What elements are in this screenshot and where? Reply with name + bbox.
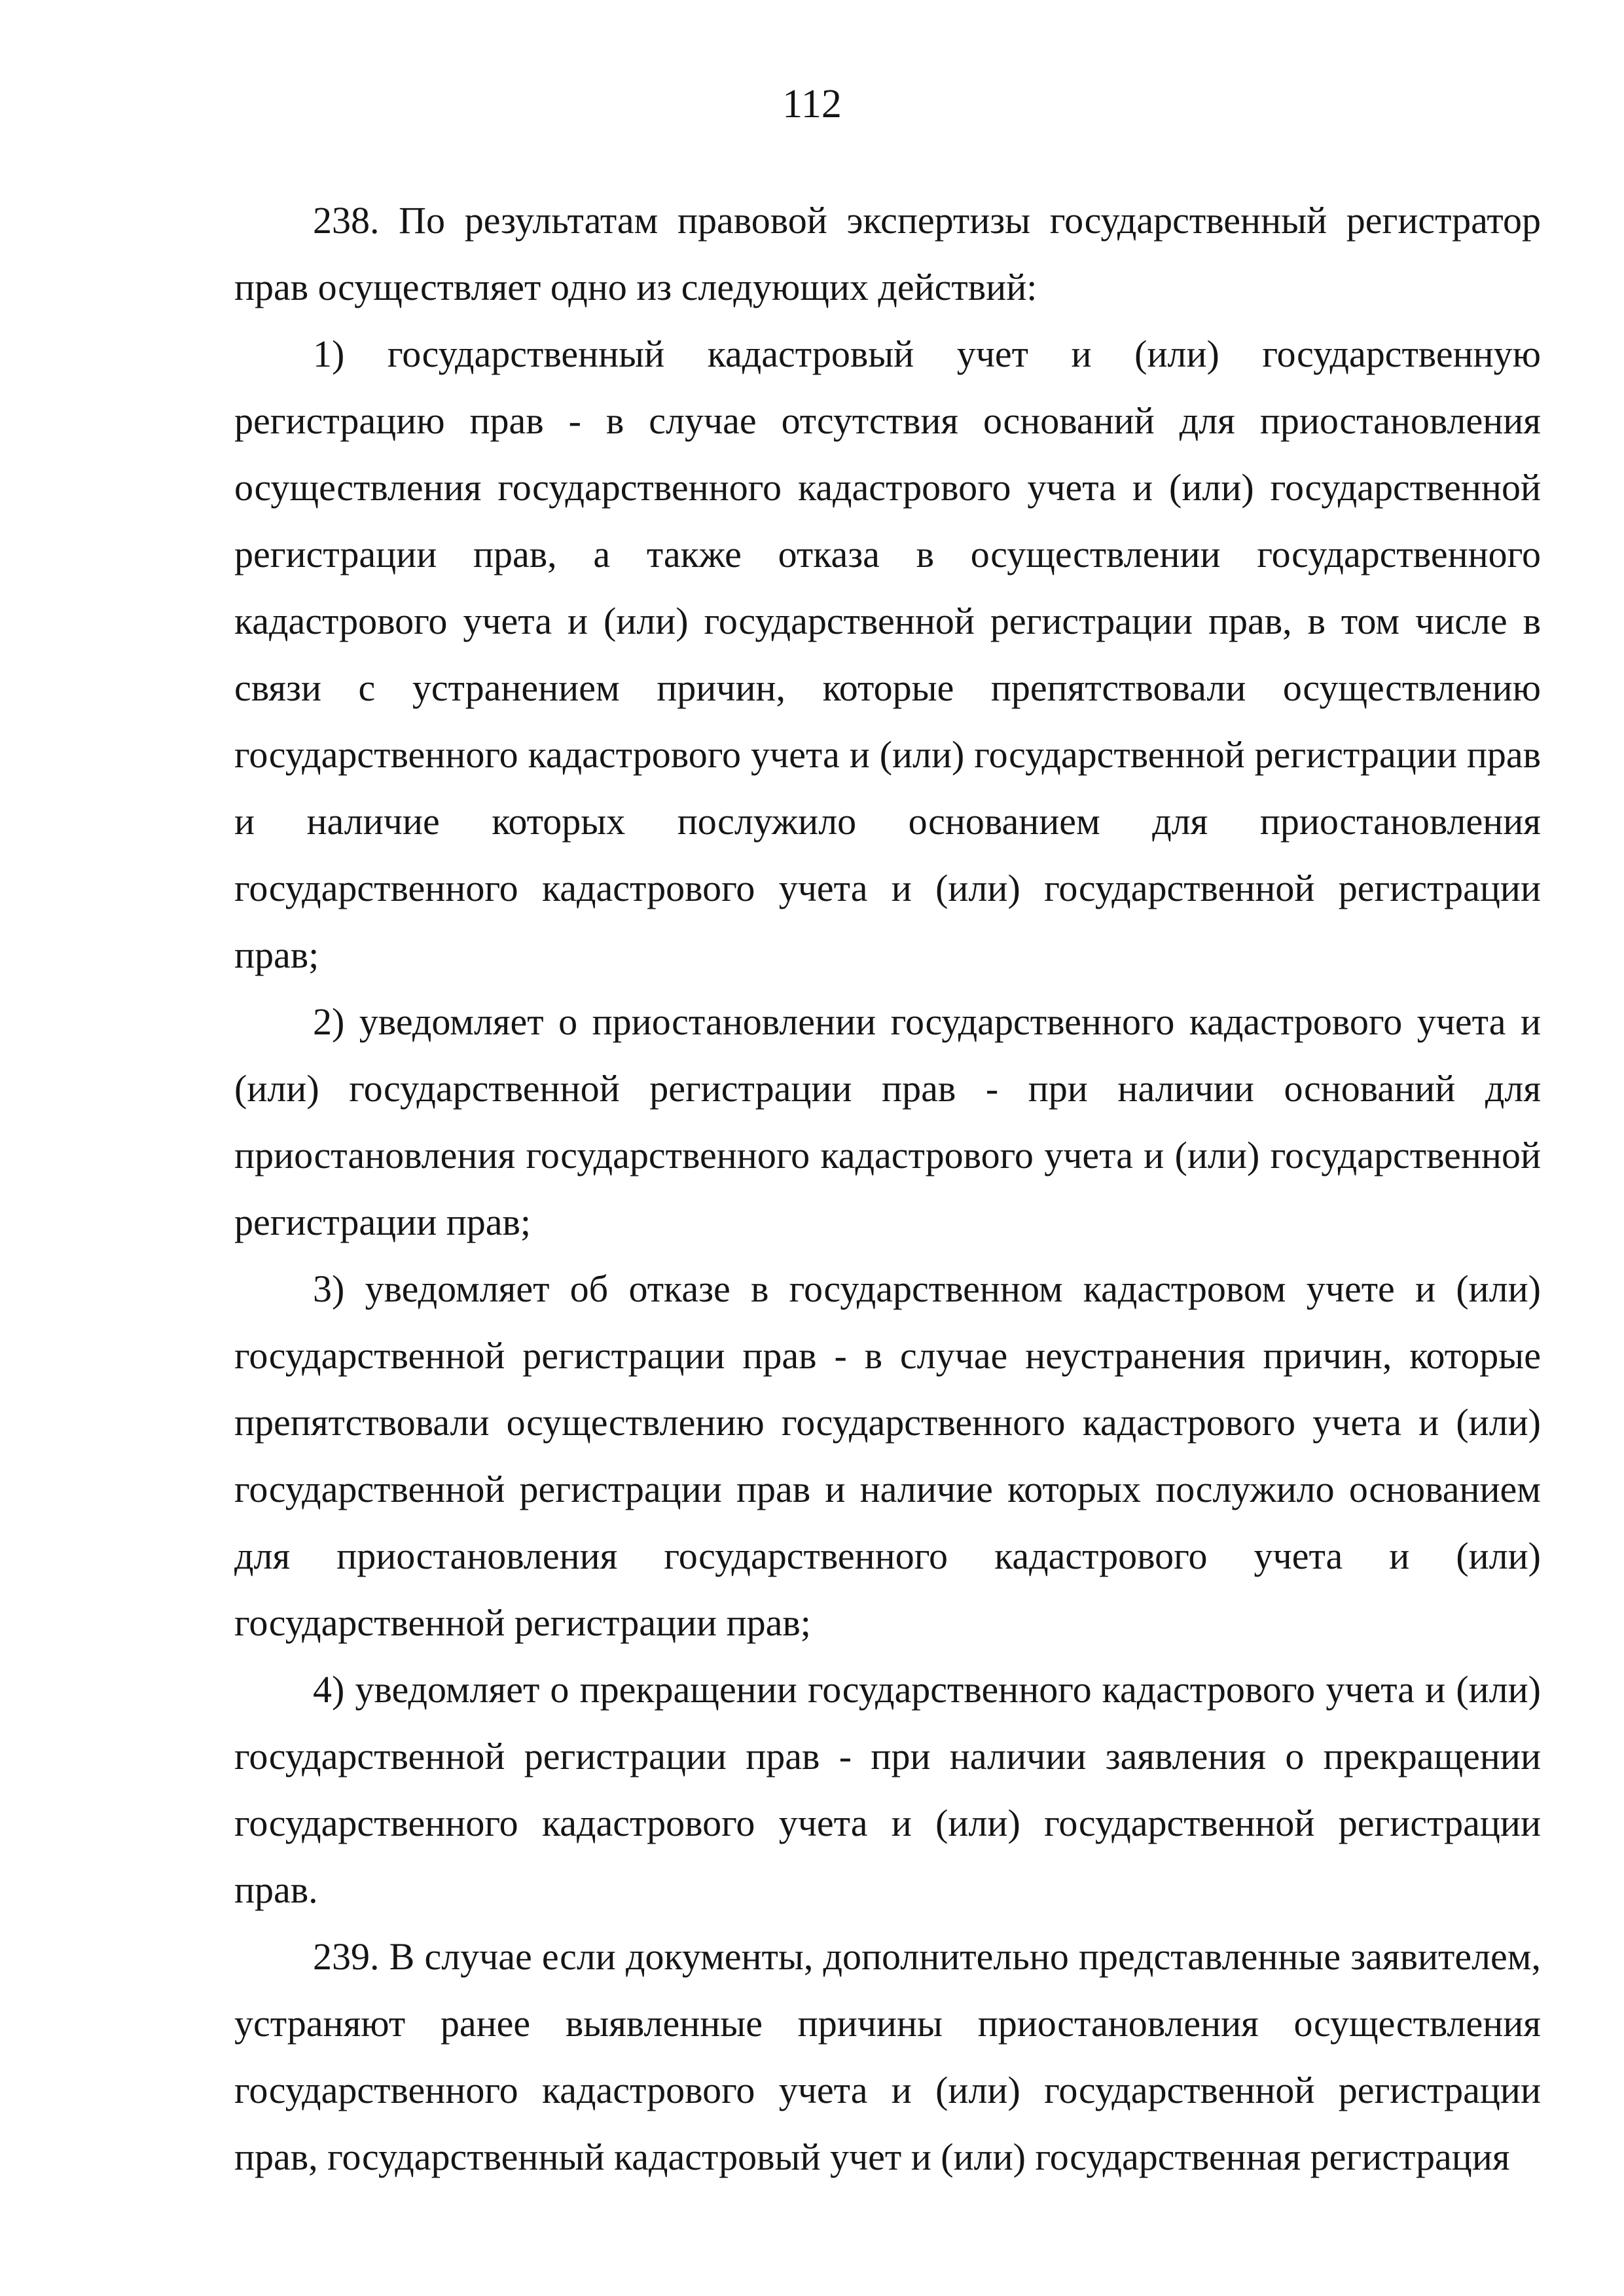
page-number: 112: [782, 82, 842, 126]
paragraph-238-item-1: 1) государственный кадастровый учет и (или) государственную регистрацию прав - в случае отсутствия оснований для приостановления осуществления государственного кадастрового учета и (или) государственной регистрации прав, а также отказа в осуществлении государственного кадастрового учета и (или) государственной регистрации прав, в том числе в связи с устранением причин, которые препятствовали осуществлению государственного кадастрового учета и (или) государственной регистрации прав и наличие которых послужило основанием для приостановления государственного кадастрового учета и (или) государственной регистрации прав;: [234, 333, 1541, 976]
document-body: [234, 187, 1541, 2191]
paragraph-238-item-4: 4) уведомляет о прекращении государственного кадастрового учета и (или) государственной регистрации прав - при наличии заявления о прекращении государственного кадастрового учета и (или) государственной регистрации прав.: [234, 1668, 1541, 1911]
paragraph-238-item-2: 2) уведомляет о приостановлении государственного кадастрового учета и (или) государственной регистрации прав - при наличии оснований для приостановления государственного кадастрового учета и (или) государственной регистрации прав;: [234, 1000, 1541, 1243]
paragraph-239: 239. В случае если документы, дополнительно представленные заявителем, устраняют ранее выявленные причины приостановления осуществления государственного кадастрового учета и (или) государственной регистрации прав, государственный кадастровый учет и (или) государственная регистрация: [234, 1935, 1541, 2178]
paragraph-238: 238. По результатам правовой экспертизы государственный регистратор прав осуществляет одно из следующих действий:: [234, 199, 1541, 308]
paragraph-238-item-3: 3) уведомляет об отказе в государственном кадастровом учете и (или) государственной регистрации прав - в случае неустранения причин, которые препятствовали осуществлению государственного кадастрового учета и (или) государственной регистрации прав и наличие которых послужило основанием для приостановления государственного кадастрового учета и (или) государственной регистрации прав;: [234, 1267, 1541, 1644]
